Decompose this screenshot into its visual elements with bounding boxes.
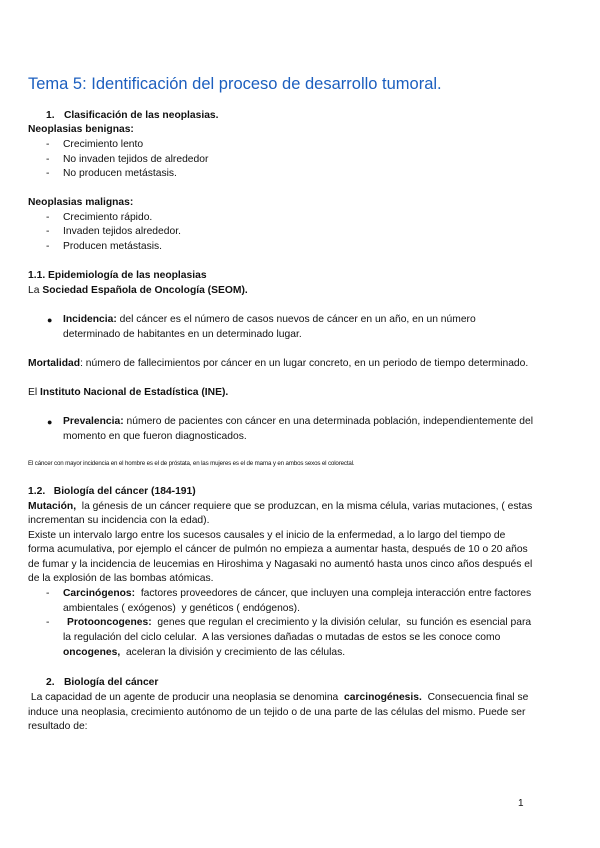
mutacion-text: Mutación, la génesis de un cáncer requiere que se produzcan, en la misma célula, varias mutaciones, ( estas bbox=[28, 501, 533, 512]
paragraph-line: Existe un intervalo largo entre los sucesos causales y el inicio de la enfermedad, a lo largo del tiempo de bbox=[28, 530, 506, 541]
incidencia-text: Incidencia: del cáncer es el número de casos nuevos de cáncer en un año, en un número bbox=[63, 314, 476, 325]
benign-label: Neoplasias benignas: bbox=[28, 124, 134, 135]
dash-bullet: - bbox=[46, 226, 50, 237]
paragraph-line: de fumar y la incidencia de leucemias en Hiroshima y Nagasaki no aumentó hasta unos cinco años después el bbox=[28, 559, 533, 570]
list-item: No invaden tejidos de alrededor bbox=[63, 154, 209, 165]
list-item: Invaden tejidos alrededor. bbox=[63, 226, 181, 237]
dash-bullet: - bbox=[46, 168, 50, 179]
page-title: Tema 5: Identificación del proceso de desarrollo tumoral. bbox=[28, 75, 442, 93]
tiny-note: El cáncer con mayor incidencia en el hombre es el de próstata, en las mujeres es el de mama y en ambos sexos el colorectal. bbox=[28, 460, 355, 467]
paragraph-line: forma acumulativa, por ejemplo el cáncer de pulmón no empieza a aumentar hasta, después de 10 o 20 años bbox=[28, 544, 528, 555]
mortalidad-text: Mortalidad: número de fallecimientos por cáncer en un lugar concreto, en un periodo de tiempo determinado. bbox=[28, 358, 529, 369]
oncogenes-text: oncogenes, aceleran la división y crecimiento de las células. bbox=[63, 647, 346, 658]
section-2-heading: 2. Biología del cáncer bbox=[46, 677, 159, 688]
prevalencia-text: Prevalencia: número de pacientes con cáncer en una determinada población, independientemente del bbox=[63, 416, 533, 427]
mutacion-text-cont: incrementan su incidencia con la edad). bbox=[28, 515, 210, 526]
section-1-2-heading: 1.2. Biología del cáncer (184-191) bbox=[28, 486, 196, 497]
bullet-dot-icon: ● bbox=[47, 417, 53, 427]
ine-line: El Instituto Nacional de Estadística (INE). bbox=[28, 387, 229, 398]
section-2-line: induce una neoplasia, crecimiento autónomo de un tejido o de una parte de las células del mismo. Puede ser bbox=[28, 707, 526, 718]
malign-label: Neoplasias malignas: bbox=[28, 197, 134, 208]
dash-bullet: - bbox=[46, 212, 50, 223]
bullet-dot-icon: ● bbox=[47, 315, 53, 325]
protooncogenes-text: Protooncogenes: genes que regulan el crecimiento y la división celular, su función es esencial para bbox=[67, 617, 532, 628]
list-item: Crecimiento rápido. bbox=[63, 212, 153, 223]
list-item: Crecimiento lento bbox=[63, 139, 144, 150]
dash-bullet: - bbox=[46, 588, 50, 599]
carcinogenos-text: Carcinógenos: factores proveedores de cáncer, que incluyen una compleja interacción entre factores bbox=[63, 588, 532, 599]
dash-bullet: - bbox=[46, 139, 50, 150]
carcinogenos-text-cont: ambientales ( exógenos) y genéticos ( endógenos). bbox=[63, 603, 300, 614]
section-2-line: La capacidad de un agente de producir una neoplasia se denomina carcinogénesis. Consecuencia final se bbox=[28, 692, 529, 703]
incidencia-text-cont: determinado de habitantes en un determinado lugar. bbox=[63, 329, 302, 340]
dash-bullet: - bbox=[46, 241, 50, 252]
dash-bullet: - bbox=[46, 154, 50, 165]
dash-bullet: - bbox=[46, 617, 50, 628]
protooncogenes-text-cont: la regulación del ciclo celular. A las versiones dañadas o mutadas de estos se les conoce como bbox=[63, 632, 501, 643]
section-2-line: resultado de: bbox=[28, 721, 88, 732]
section-1-1-heading: 1.1. Epidemiología de las neoplasias bbox=[28, 270, 207, 281]
seom-line: La Sociedad Española de Oncología (SEOM). bbox=[28, 285, 248, 296]
prevalencia-text-cont: momento en que fueron diagnosticados. bbox=[63, 431, 247, 442]
paragraph-line: de la explosión de las bombas atómicas. bbox=[28, 573, 214, 584]
page-number: 1 bbox=[518, 798, 524, 809]
list-item: No producen metástasis. bbox=[63, 168, 177, 179]
section-1-heading: 1. Clasificación de las neoplasias. bbox=[46, 110, 219, 121]
list-item: Producen metástasis. bbox=[63, 241, 163, 252]
